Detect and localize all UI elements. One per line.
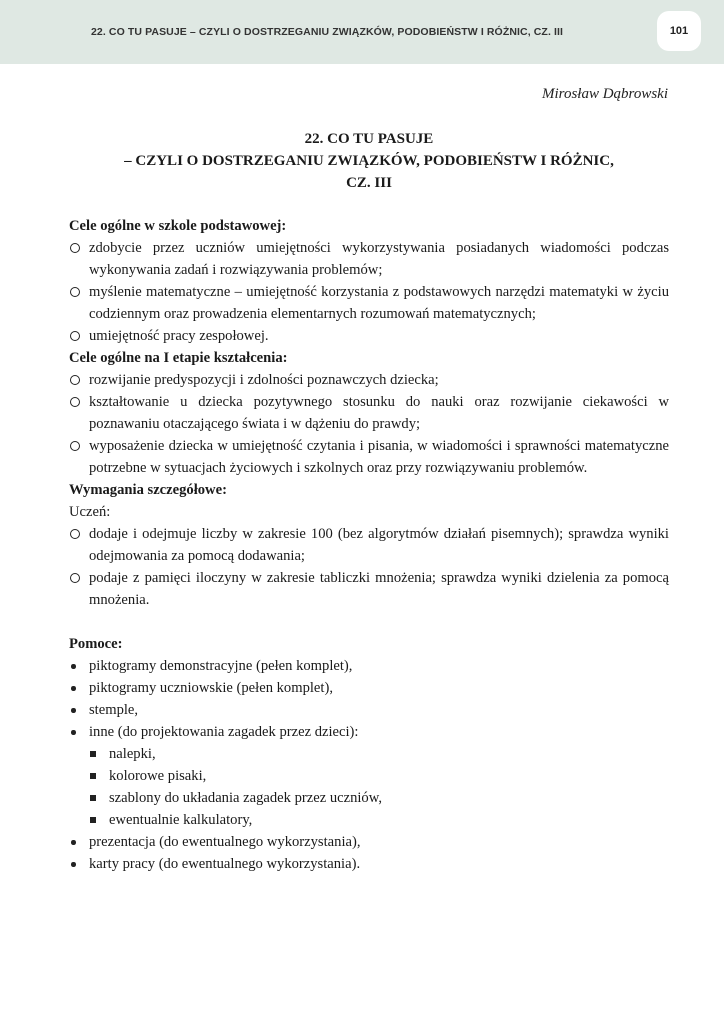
square-bullet-icon [90,817,96,823]
square-bullet-icon [90,751,96,757]
dot-bullet-icon [71,664,76,669]
sublist-pomoce-inne [89,743,669,831]
list-item: myślenie matematyczne – umiejętność korzystania z podstawowych narzędzi matematyki w życiu codziennym oraz prowadzenia elementarnych rozumowań matematycznych; [69,281,669,325]
circle-bullet-icon [70,529,80,539]
list-item: podaje z pamięci iloczyny w zakresie tabliczki mnożenia; sprawdza wyniki dzielenia za pomocą mnożenia. [69,567,669,611]
list-item: stemple, [69,699,669,721]
circle-bullet-icon [70,375,80,385]
page-number: 101 [669,25,689,37]
circle-bullet-icon [70,243,80,253]
title-line-2: – CZYLI O DOSTRZEGANIU ZWIĄZKÓW, PODOBIEŃSTW I RÓŻNIC, [124,153,614,169]
list-item: inne (do projektowania zagadek przez dzieci): [69,721,669,743]
section-spacer [69,611,669,633]
title-line-3: CZ. III [346,175,392,191]
list-pomoce-cd [69,831,669,875]
list-cele-szkola [69,237,669,347]
section-heading-wymagania: Wymagania szczegółowe: [69,482,227,498]
list-item: kształtowanie u dziecka pozytywnego stosunku do nauki oraz rozwijanie ciekawości w poznawaniu otaczającego świata i w dążeniu do prawdy; [69,391,669,435]
list-item: wyposażenie dziecka w umiejętność czytania i pisania, w wiadomości i sprawności matematyczne potrzebne w sytuacjach życiowych i szkolnych oraz przy rozwiązywaniu problemów. [69,435,669,479]
wymagania-intro: Uczeń: [69,504,111,520]
dot-bullet-icon [71,708,76,713]
square-bullet-icon [90,795,96,801]
lesson-content [69,215,669,875]
list-item: piktogramy uczniowskie (pełen komplet), [69,677,669,699]
sublist-item: nalepki, [89,743,669,765]
list-item: umiejętność pracy zespołowej. [69,325,669,347]
dot-bullet-icon [71,730,76,735]
list-item: prezentacja (do ewentualnego wykorzystania), [69,831,669,853]
dot-bullet-icon [71,862,76,867]
running-title: 22. CO TU PASUJE – CZYLI O DOSTRZEGANIU ZWIĄZKÓW, PODOBIEŃSTW I RÓŻNIC, CZ. III [90,26,564,38]
section-heading-pomoce: Pomoce: [69,636,123,652]
circle-bullet-icon [70,573,80,583]
title-line-1: 22. CO TU PASUJE [304,131,434,147]
list-wymagania [69,523,669,611]
dot-bullet-icon [71,686,76,691]
list-cele-etap [69,369,669,479]
circle-bullet-icon [70,287,80,297]
page-number-badge [657,11,701,51]
sublist-item: szablony do układania zagadek przez uczniów, [89,787,669,809]
circle-bullet-icon [70,441,80,451]
list-pomoce [69,655,669,743]
sublist-item: ewentualnie kalkulatory, [89,809,669,831]
square-bullet-icon [90,773,96,779]
sublist-item: kolorowe pisaki, [89,765,669,787]
list-item: rozwijanie predyspozycji i zdolności poznawczych dziecka; [69,369,669,391]
circle-bullet-icon [70,397,80,407]
dot-bullet-icon [71,840,76,845]
author-name: Mirosław Dąbrowski [542,86,668,102]
lesson-title [69,128,669,194]
circle-bullet-icon [70,331,80,341]
section-heading-cele-etap: Cele ogólne na I etapie kształcenia: [69,350,288,366]
list-item: karty pracy (do ewentualnego wykorzystania). [69,853,669,875]
section-heading-cele-szkola: Cele ogólne w szkole podstawowej: [69,218,287,234]
list-item: piktogramy demonstracyjne (pełen komplet), [69,655,669,677]
list-item: zdobycie przez uczniów umiejętności wykorzystywania posiadanych wiadomości podczas wykonywania zadań i rozwiązywania problemów; [69,237,669,281]
list-item: dodaje i odejmuje liczby w zakresie 100 (bez algorytmów działań pisemnych); sprawdza wyniki odejmowania za pomocą dodawania; [69,523,669,567]
